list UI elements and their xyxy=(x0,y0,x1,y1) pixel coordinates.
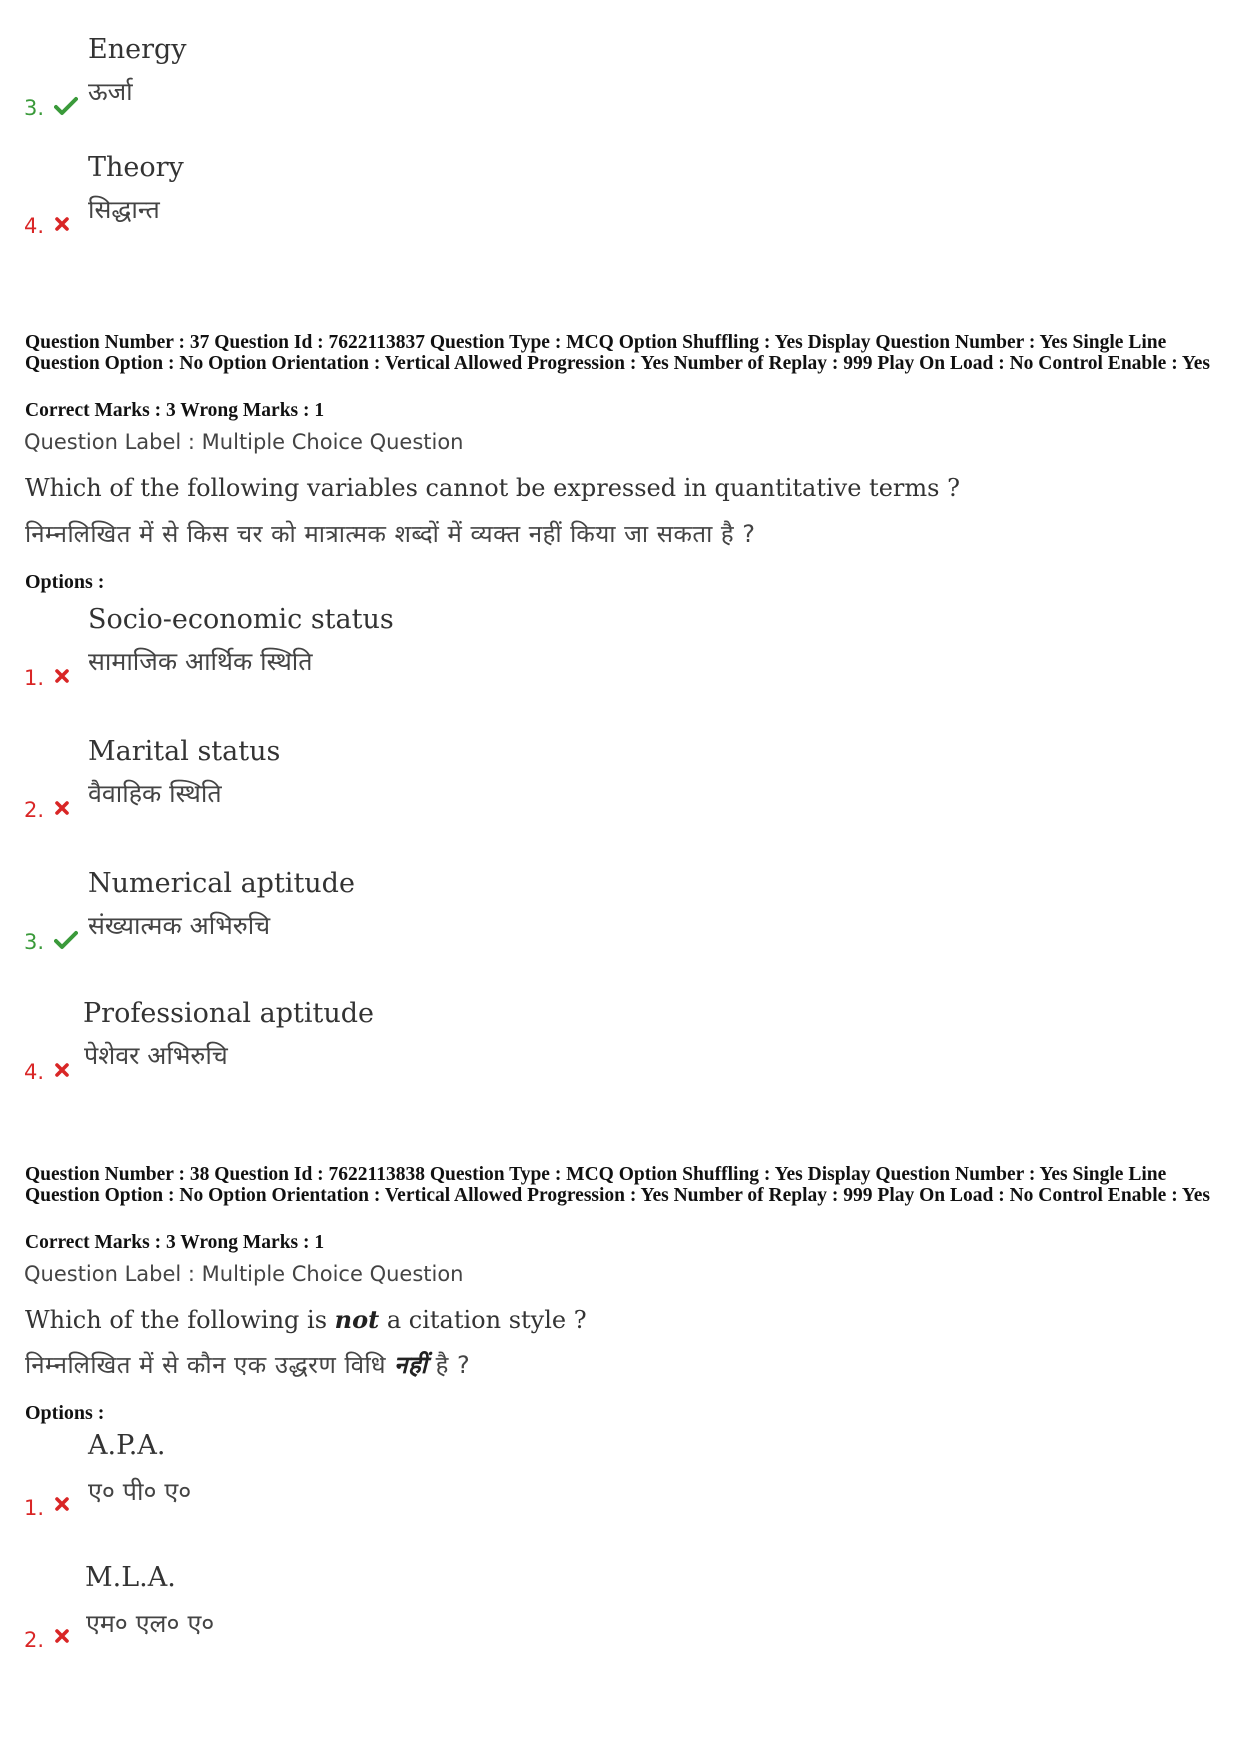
option-item xyxy=(0,1562,1240,1692)
cross-icon xyxy=(54,800,70,816)
option-number: 3. xyxy=(24,96,45,120)
option-text-hi: सिद्धान्त xyxy=(88,195,160,224)
question-emphasis: नहीं xyxy=(394,1351,428,1379)
question-text-part: a citation style ? xyxy=(379,1306,587,1334)
option-text-en: Energy xyxy=(88,34,187,65)
cross-icon xyxy=(54,1496,70,1512)
check-icon xyxy=(54,930,78,950)
option-text-hi: वैवाहिक स्थिति xyxy=(88,779,222,808)
option-item xyxy=(0,736,1240,866)
option-number: 3. xyxy=(24,930,45,954)
question-marks: Correct Marks : 3 Wrong Marks : 1 xyxy=(25,1232,325,1253)
question-text-en xyxy=(25,1305,587,1334)
option-number: 1. xyxy=(24,666,45,690)
option-text-en: A.P.A. xyxy=(88,1430,166,1461)
question-emphasis: not xyxy=(334,1305,380,1334)
cross-icon xyxy=(54,668,70,684)
option-text-en: Socio-economic status xyxy=(88,604,394,635)
option-item xyxy=(0,1430,1240,1560)
question-meta: Question Number : 37 Question Id : 7622113837 Question Type : MCQ Option Shuffling : Yes Display Question Number : Yes Single Line Question Option : No Option Orientation : Vertical Allowed Progression : Yes Number of Replay : 999 Play On Load : No Control Enable : Yes xyxy=(25,332,1211,374)
question-text-part: Which of the following is xyxy=(25,1306,335,1334)
question-label: Question Label : Multiple Choice Question xyxy=(24,430,464,454)
option-item xyxy=(0,868,1240,998)
question-text-hi xyxy=(25,1348,470,1381)
option-text-en: Professional aptitude xyxy=(83,998,374,1029)
options-label: Options : xyxy=(25,1402,105,1424)
option-number: 2. xyxy=(24,1628,45,1652)
option-item xyxy=(0,604,1240,734)
option-text-en: Numerical aptitude xyxy=(88,868,355,899)
check-icon xyxy=(54,96,78,116)
question-text-hi: निम्नलिखित में से किस चर को मात्रात्मक शब्दों में व्यक्त नहीं किया जा सकता है ? xyxy=(25,520,756,548)
question-text-part: निम्नलिखित में से कौन एक उद्धरण विधि xyxy=(25,1351,395,1379)
option-number: 1. xyxy=(24,1496,45,1520)
option-text-hi: सामाजिक आर्थिक स्थिति xyxy=(88,647,313,676)
option-text-hi: पेशेवर अभिरुचि xyxy=(84,1041,228,1070)
option-text-hi: ऊर्जा xyxy=(88,77,133,106)
options-label: Options : xyxy=(25,571,105,593)
cross-icon xyxy=(54,1062,70,1078)
option-item xyxy=(0,152,1240,282)
option-number: 4. xyxy=(24,214,45,238)
option-number: 4. xyxy=(24,1060,45,1084)
option-item xyxy=(0,34,1240,164)
cross-icon xyxy=(54,1628,70,1644)
question-text-part: है ? xyxy=(427,1351,471,1379)
option-text-hi: संख्यात्मक अभिरुचि xyxy=(88,911,271,940)
option-number: 2. xyxy=(24,798,45,822)
question-text-en: Which of the following variables cannot be expressed in quantitative terms ? xyxy=(25,474,960,502)
question-label: Question Label : Multiple Choice Question xyxy=(24,1262,464,1286)
option-text-hi: ए० पी० ए० xyxy=(88,1477,192,1506)
question-marks: Correct Marks : 3 Wrong Marks : 1 xyxy=(25,400,325,421)
option-text-en: Theory xyxy=(88,152,184,183)
cross-icon xyxy=(54,216,70,232)
option-text-hi: एम० एल० ए० xyxy=(86,1609,215,1638)
option-text-en: M.L.A. xyxy=(85,1562,176,1593)
option-item xyxy=(0,998,1240,1128)
option-text-en: Marital status xyxy=(88,736,281,767)
question-meta: Question Number : 38 Question Id : 7622113838 Question Type : MCQ Option Shuffling : Yes Display Question Number : Yes Single Line Question Option : No Option Orientation : Vertical Allowed Progression : Yes Number of Replay : 999 Play On Load : No Control Enable : Yes xyxy=(25,1164,1211,1206)
